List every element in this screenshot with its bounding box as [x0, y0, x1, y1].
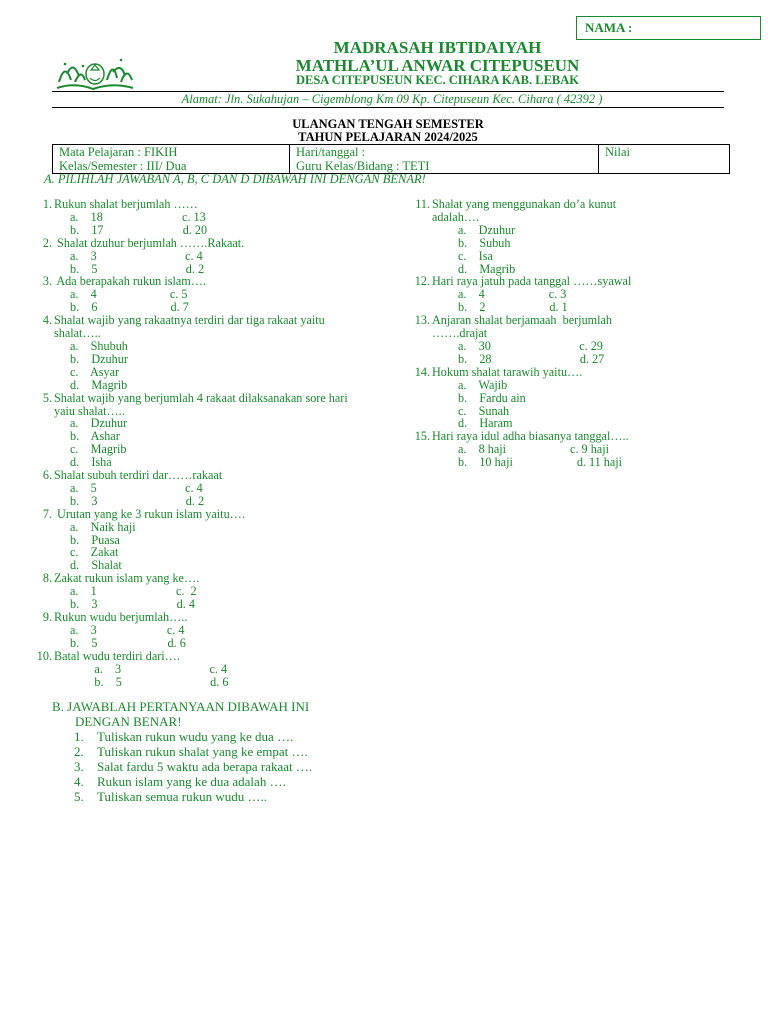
- answer-option: [410, 340, 740, 353]
- option-text: b. 3 d. 4: [70, 597, 195, 612]
- essay-number: 4.: [74, 774, 84, 789]
- option-text: b. 10 haji d. 11 haji: [458, 455, 623, 470]
- option-text: b. Dzuhur: [70, 351, 128, 366]
- question-item: [32, 508, 422, 521]
- teacher: Guru Kelas/Bidang : TETI: [296, 159, 430, 173]
- option-text: a. Dzuhur: [70, 416, 128, 431]
- answer-option: [32, 366, 422, 379]
- name-label: NAMA :: [585, 20, 633, 35]
- question-text: Shalat yang menggunakan do’a kunut: [432, 197, 617, 211]
- question-text: Shalat wajib yang rakaatnya terdiri dar tiga rakaat yaitu: [54, 313, 325, 328]
- question-text: Ada berapakah rukun islam….: [54, 274, 206, 289]
- question-text: Hokum shalat tarawih yaitu….: [432, 364, 583, 379]
- subject: Mata Pelajaran : FIKIH: [59, 145, 178, 159]
- answer-option: [32, 340, 422, 353]
- exam-year: TAHUN PELAJARAN 2024/2025: [298, 130, 478, 144]
- question-number: 12.: [414, 274, 430, 289]
- question-number: 5.: [42, 390, 52, 405]
- option-text: a. 3 c. 4: [70, 622, 185, 637]
- question-number: 15.: [414, 429, 430, 444]
- option-text: a. 5 c. 4: [70, 480, 203, 495]
- option-text: c. Sunah: [458, 403, 510, 418]
- question-text: adalah….: [432, 209, 480, 224]
- info-table: [52, 144, 730, 174]
- option-text: b. Fardu ain: [458, 390, 526, 405]
- option-text: c. Magrib: [70, 442, 127, 457]
- essay-text: Tuliskan rukun wudu yang ke dua ….: [97, 729, 294, 744]
- option-text: a. 4 c. 5: [70, 287, 188, 302]
- option-text: a. 30 c. 29: [458, 338, 603, 353]
- question-item: [32, 469, 422, 482]
- option-text: b. 2 d. 1: [458, 300, 568, 315]
- question-number: 8.: [42, 571, 52, 586]
- question-item: [410, 198, 740, 211]
- answer-option: [410, 456, 740, 469]
- essay-list: [52, 729, 312, 804]
- option-text: c. Zakat: [70, 545, 119, 560]
- answer-option: [32, 663, 422, 676]
- option-text: a. 18 c. 13: [70, 209, 206, 224]
- option-text: a. Dzuhur: [458, 222, 516, 237]
- question-number: 6.: [42, 468, 52, 483]
- questions-left-column: [32, 198, 422, 688]
- school-logo: [55, 52, 135, 94]
- question-text: Zakat rukun islam yang ke….: [54, 571, 200, 586]
- option-text: b. Puasa: [70, 532, 120, 547]
- answer-option: [410, 250, 740, 263]
- essay-text: Rukun islam yang ke dua adalah ….: [97, 774, 286, 789]
- question-text: yaiu shalat…..: [54, 403, 125, 418]
- question-item: [410, 366, 740, 379]
- question-number: 14.: [414, 364, 430, 379]
- answer-option: [410, 237, 740, 250]
- question-number: 1.: [42, 197, 52, 211]
- essay-number: 2.: [74, 744, 84, 759]
- school-type: MADRASAH IBTIDAIYAH: [333, 38, 542, 57]
- answer-option: [32, 211, 422, 224]
- essay-number: 5.: [74, 789, 84, 804]
- answer-option: [410, 392, 740, 405]
- option-text: a. Naik haji: [70, 519, 136, 534]
- question-text: Hari raya idul adha biasanya tanggal…..: [432, 429, 629, 444]
- essay-text: Tuliskan rukun shalat yang ke empat ….: [97, 744, 308, 759]
- option-text: a. 3 c. 4: [70, 661, 228, 676]
- option-text: d. Magrib: [70, 377, 128, 392]
- question-text: Shalat wajib yang berjumlah 4 rakaat dilaksanakan sore hari: [54, 390, 348, 405]
- school-address: Alamat: Jln. Sukahujan – Cigemblong Km 09 Kp. Citepuseun Kec. Cihara ( 42392 ): [181, 92, 603, 106]
- option-text: c. Isa: [458, 248, 493, 263]
- answer-option: [32, 482, 422, 495]
- answer-option: [32, 637, 422, 650]
- question-text: Shalat dzuhur berjumlah …….Rakaat.: [54, 235, 245, 250]
- section-b-heading-cont: DENGAN BENAR!: [75, 714, 182, 729]
- question-text: …….drajat: [432, 326, 488, 341]
- question-number: 9.: [42, 610, 52, 624]
- option-text: d. Haram: [458, 416, 513, 431]
- questions-right-column: [410, 198, 740, 469]
- option-text: b. 5 d. 6: [70, 635, 186, 650]
- essay-question: [74, 759, 312, 774]
- question-number: 10.: [36, 648, 52, 663]
- option-text: d. Magrib: [458, 261, 516, 276]
- question-number: 13.: [414, 313, 430, 328]
- answer-option: [410, 353, 740, 366]
- answer-option: [32, 250, 422, 263]
- option-text: a. 3 c. 4: [70, 248, 203, 263]
- school-name: MATHLA’UL ANWAR CITEPUSEUN: [295, 56, 580, 75]
- option-text: a. 1 c. 2: [70, 584, 197, 599]
- question-item: [32, 650, 422, 663]
- option-text: d. Isha: [70, 455, 112, 470]
- section-b: [52, 699, 312, 804]
- exam-title: ULANGAN TENGAH SEMESTER: [292, 117, 484, 131]
- answer-option: [32, 353, 422, 366]
- answer-option: [410, 379, 740, 392]
- option-text: a. Shubuh: [70, 338, 128, 353]
- essay-question: [74, 789, 312, 804]
- section-b-heading: B. JAWABLAH PERTANYAAN DIBAWAH INI: [52, 699, 310, 714]
- question-item: [32, 198, 422, 211]
- answer-option: [410, 224, 740, 237]
- question-text: Batal wudu terdiri dari….: [54, 648, 180, 663]
- option-text: a. 4 c. 3: [458, 287, 567, 302]
- question-text: Hari raya jatuh pada tanggal ……syawal: [432, 274, 632, 289]
- answer-option: [32, 495, 422, 508]
- question-item: [32, 237, 422, 250]
- essay-number: 3.: [74, 759, 84, 774]
- question-item: [32, 392, 422, 405]
- option-text: c. Asyar: [70, 364, 120, 379]
- answer-option: [32, 521, 422, 534]
- question-number: 3.: [42, 274, 52, 289]
- option-text: b. Subuh: [458, 235, 511, 250]
- score-label: Nilai: [605, 145, 630, 159]
- question-number: 7.: [42, 506, 52, 521]
- option-text: a. 8 haji c. 9 haji: [458, 442, 609, 457]
- question-text: Rukun shalat berjumlah ……: [54, 197, 198, 211]
- address-divider: [52, 107, 724, 108]
- question-text: Anjaran shalat berjamaah berjumlah: [432, 313, 613, 328]
- question-number: 4.: [42, 313, 52, 328]
- option-text: b. 17 d. 20: [70, 222, 208, 237]
- answer-option: [32, 676, 422, 689]
- question-item: [32, 611, 422, 624]
- date-field: Hari/tanggal :: [296, 145, 366, 159]
- question-continuation: [410, 211, 740, 224]
- school-location: DESA CITEPUSEUN KEC. CIHARA KAB. LEBAK: [295, 73, 580, 87]
- option-text: a. Wajib: [458, 377, 508, 392]
- option-text: b. 5 d. 2: [70, 261, 205, 276]
- option-text: b. 3 d. 2: [70, 493, 205, 508]
- question-number: 2.: [42, 235, 52, 250]
- class-semester: Kelas/Semester : III/ Dua: [59, 159, 187, 173]
- essay-question: [74, 744, 312, 759]
- option-text: b. 28 d. 27: [458, 351, 605, 366]
- essay-question: [74, 729, 312, 744]
- question-number: 11.: [415, 197, 430, 211]
- essay-question: [74, 774, 312, 789]
- option-text: d. Shalat: [70, 558, 122, 573]
- answer-option: [32, 624, 422, 637]
- option-text: b. Ashar: [70, 429, 120, 444]
- option-text: b. 5 d. 6: [70, 674, 229, 689]
- essay-text: Salat fardu 5 waktu ada berapa rakaat ….: [97, 759, 313, 774]
- essay-number: 1.: [74, 729, 84, 744]
- question-text: Urutan yang ke 3 rukun islam yaitu….: [54, 506, 245, 521]
- question-text: shalat…..: [54, 326, 101, 341]
- essay-text: Tuliskan semua rukun wudu …..: [97, 789, 267, 804]
- answer-option: [32, 379, 422, 392]
- question-text: Shalat subuh terdiri dar……rakaat: [54, 468, 223, 483]
- question-text: Rukun wudu berjumlah…..: [54, 610, 188, 624]
- section-a-heading: A. PILIHLAH JAWABAN A, B, C DAN D DIBAWAH INI DENGAN BENAR!: [44, 172, 426, 186]
- option-text: b. 6 d. 7: [70, 300, 189, 315]
- answer-option: [32, 224, 422, 237]
- name-field[interactable]: [576, 16, 761, 40]
